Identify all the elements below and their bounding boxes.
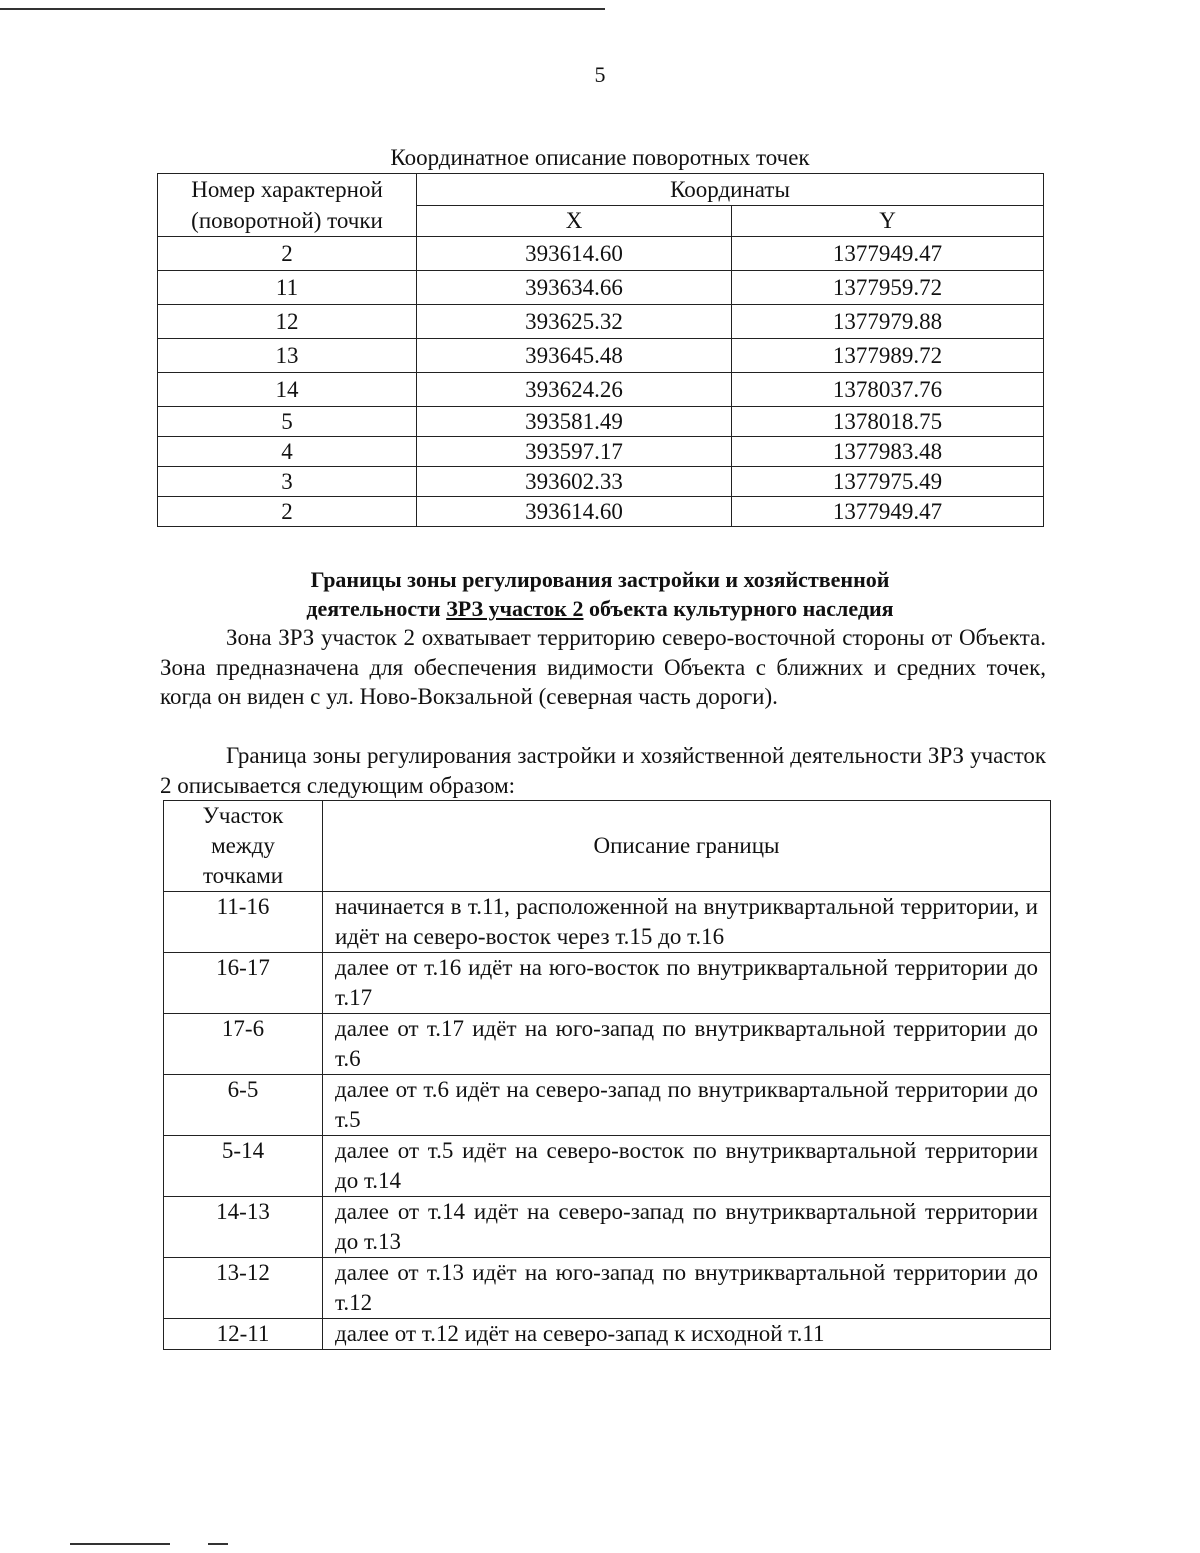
boundary-table-row — [164, 1136, 1051, 1197]
boundary-description-cell — [323, 1075, 1051, 1136]
header-segment-line2: между — [211, 833, 275, 858]
boundary-table-row — [164, 1258, 1051, 1319]
section-title-line1: Границы зоны регулирования застройки и хозяйственной — [310, 567, 890, 592]
boundary-segment-cell: 17-6 — [164, 1014, 323, 1075]
coordinate-cell-point: 13 — [158, 339, 417, 373]
coordinate-cell-y: 1378018.75 — [732, 407, 1044, 437]
coordinate-cell-point: 2 — [158, 497, 417, 527]
header-description: Описание границы — [323, 801, 1051, 892]
coordinates-table-row — [158, 467, 1044, 497]
coordinate-cell-x: 393624.26 — [417, 373, 732, 407]
coordinate-cell-point: 14 — [158, 373, 417, 407]
section-title-line2 — [150, 594, 1050, 623]
coordinate-cell-y: 1377983.48 — [732, 437, 1044, 467]
coordinates-table-header-row-1 — [158, 174, 1044, 206]
boundary-description-cell — [323, 1136, 1051, 1197]
coordinate-cell-point: 12 — [158, 305, 417, 339]
header-segment — [164, 801, 323, 892]
boundary-description-text: далее от т.13 идёт на юго-запад по внутриквартальной территории до т.12 — [335, 1260, 1038, 1315]
section-title — [150, 565, 1050, 623]
coordinates-table-row — [158, 305, 1044, 339]
coordinate-cell-y: 1377989.72 — [732, 339, 1044, 373]
header-x: X — [417, 206, 732, 237]
page-number: 5 — [594, 62, 606, 87]
coordinate-cell-y: 1378037.76 — [732, 373, 1044, 407]
coordinates-table-row — [158, 437, 1044, 467]
boundary-description-text: далее от т.6 идёт на северо-запад по внутриквартальной территории до т.5 — [335, 1077, 1038, 1132]
coordinates-table-row — [158, 339, 1044, 373]
boundary-table-row — [164, 1075, 1051, 1136]
boundary-table-row — [164, 1319, 1051, 1350]
boundary-segment-cell: 14-13 — [164, 1197, 323, 1258]
paragraph-zone-description — [160, 623, 1046, 712]
coordinates-table-caption: Координатное описание поворотных точек — [390, 145, 810, 170]
section-title-after: объекта культурного наследия — [583, 596, 894, 621]
coordinate-cell-x: 393602.33 — [417, 467, 732, 497]
coordinates-table-row — [158, 237, 1044, 271]
boundary-description-text: далее от т.16 идёт на юго-восток по внутриквартальной территории до т.17 — [335, 955, 1038, 1010]
boundary-table-row — [164, 892, 1051, 953]
header-segment-line1: Участок — [202, 803, 284, 828]
boundary-description-text: начинается в т.11, расположенной на внутриквартальной территории, и идёт на северо-восток через т.15 до т.16 — [335, 894, 1038, 949]
coordinate-cell-x: 393634.66 — [417, 271, 732, 305]
boundary-segment-cell: 11-16 — [164, 892, 323, 953]
boundary-description-cell — [323, 1319, 1051, 1350]
boundary-segment-cell: 12-11 — [164, 1319, 323, 1350]
boundary-segment-cell: 5-14 — [164, 1136, 323, 1197]
boundary-table-row — [164, 1197, 1051, 1258]
header-point-line2: (поворотной) точки — [191, 208, 383, 233]
coordinates-table-row — [158, 373, 1044, 407]
boundary-description-text: далее от т.5 идёт на северо-восток по внутриквартальной территории до т.14 — [335, 1138, 1038, 1193]
bottom-scan-marks — [70, 1543, 230, 1545]
coordinate-cell-x: 393625.32 — [417, 305, 732, 339]
boundary-description-text: далее от т.14 идёт на северо-запад по внутриквартальной территории до т.13 — [335, 1199, 1038, 1254]
boundary-table-row — [164, 1014, 1051, 1075]
boundary-description-cell — [323, 1197, 1051, 1258]
boundary-segment-cell: 16-17 — [164, 953, 323, 1014]
section-title-underlined: ЗРЗ участок 2 — [446, 596, 584, 621]
boundary-table-header-row — [164, 801, 1051, 892]
boundary-segment-cell: 13-12 — [164, 1258, 323, 1319]
coordinate-cell-x: 393645.48 — [417, 339, 732, 373]
boundary-table — [163, 800, 1051, 1350]
coordinate-cell-point: 11 — [158, 271, 417, 305]
header-point-number — [158, 174, 417, 237]
coordinate-cell-y: 1377979.88 — [732, 305, 1044, 339]
coordinates-table-row — [158, 271, 1044, 305]
section-title-before: деятельности — [306, 596, 447, 621]
header-point-line1: Номер характерной — [191, 177, 383, 202]
coordinate-cell-y: 1377949.47 — [732, 497, 1044, 527]
coordinates-table-row — [158, 407, 1044, 437]
boundary-description-cell — [323, 1014, 1051, 1075]
boundary-description-cell — [323, 1258, 1051, 1319]
coordinate-cell-x: 393581.49 — [417, 407, 732, 437]
paragraph-2-text: Граница зоны регулирования застройки и хозяйственной деятельности ЗРЗ участок 2 описывается следующим образом: — [160, 743, 1046, 798]
coordinate-cell-y: 1377975.49 — [732, 467, 1044, 497]
paragraph-boundary-intro — [160, 741, 1046, 800]
boundary-table-row — [164, 953, 1051, 1014]
header-coordinates: Координаты — [417, 174, 1044, 206]
coordinate-cell-point: 3 — [158, 467, 417, 497]
coordinates-table-row — [158, 497, 1044, 527]
coordinate-cell-x: 393597.17 — [417, 437, 732, 467]
boundary-segment-cell: 6-5 — [164, 1075, 323, 1136]
coordinate-cell-point: 5 — [158, 407, 417, 437]
top-scan-rule — [0, 8, 605, 10]
boundary-description-cell — [323, 892, 1051, 953]
header-y: Y — [732, 206, 1044, 237]
boundary-description-text: далее от т.17 идёт на юго-запад по внутриквартальной территории до т.6 — [335, 1016, 1038, 1071]
coordinates-table — [157, 173, 1044, 527]
header-segment-line3: точками — [202, 863, 284, 888]
coordinate-cell-x: 393614.60 — [417, 237, 732, 271]
coordinate-cell-y: 1377959.72 — [732, 271, 1044, 305]
paragraph-1-text: Зона ЗРЗ участок 2 охватывает территорию северо-восточной стороны от Объекта. Зона предназначена для обеспечения видимости Объекта с ближних и средних точек, когда он виден с ул. Ново-Вокзальной (северная часть дороги). — [160, 625, 1046, 709]
boundary-description-text: далее от т.12 идёт на северо-запад к исходной т.11 — [335, 1321, 825, 1346]
boundary-description-cell — [323, 953, 1051, 1014]
coordinate-cell-point: 2 — [158, 237, 417, 271]
coordinate-cell-y: 1377949.47 — [732, 237, 1044, 271]
coordinate-cell-point: 4 — [158, 437, 417, 467]
coordinate-cell-x: 393614.60 — [417, 497, 732, 527]
